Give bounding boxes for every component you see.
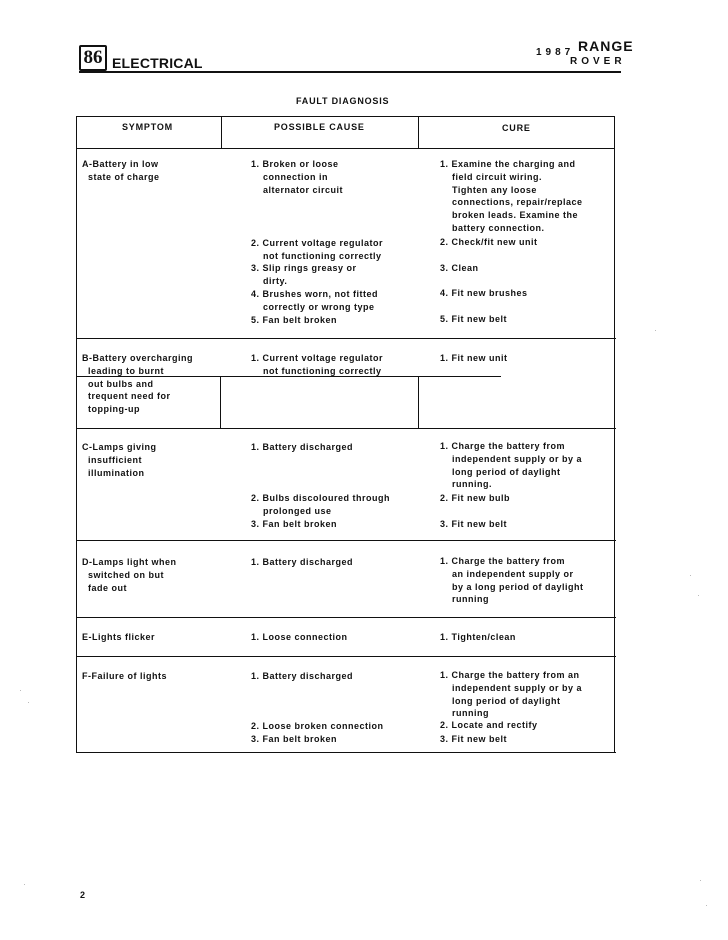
cause-a-5: 5. Fan belt broken (251, 315, 338, 325)
header-rule (79, 71, 621, 73)
cause-a-4: 4. Brushes worn, not fitted correctly or wrong type (251, 289, 379, 312)
cure-a-5: 5. Fit new belt (440, 314, 508, 324)
cause-f-2: 2. Loose broken connection (251, 721, 384, 731)
cause-c-1: 1. Battery discharged (251, 442, 354, 452)
table-bottom-rule (76, 752, 616, 753)
document-title: FAULT DIAGNOSIS (296, 96, 390, 106)
scan-speck (690, 575, 691, 576)
cure-c-2: 2. Fit new bulb (440, 493, 510, 503)
cause-a-3: 3. Slip rings greasy or dirty. (251, 263, 357, 286)
cure-e-1: 1. Tighten/clean (440, 632, 516, 642)
symptom-a: A-Battery in low state of charge (82, 159, 160, 182)
cause-c-3: 3. Fan belt broken (251, 519, 338, 529)
header-year: 1987 (536, 47, 575, 58)
row-divider (76, 338, 616, 339)
cause-c-2: 2. Bulbs discoloured through prolonged use (251, 493, 391, 516)
cure-a-3: 3. Clean (440, 263, 479, 273)
row-divider (76, 656, 616, 657)
row-divider (76, 617, 616, 618)
cause-e-1: 1. Loose connection (251, 632, 348, 642)
page-number: 2 (80, 890, 86, 900)
header-brand-range: RANGE (578, 38, 634, 54)
cause-a-1: 1. Broken or loose connection in alternator circuit (251, 159, 344, 195)
cause-f-3: 3. Fan belt broken (251, 734, 338, 744)
cure-f-3: 3. Fit new belt (440, 734, 508, 744)
cause-f-1: 1. Battery discharged (251, 671, 354, 681)
cure-a-4: 4. Fit new brushes (440, 288, 528, 298)
scan-speck (698, 595, 699, 596)
column-divider (418, 376, 419, 428)
column-divider (220, 376, 221, 428)
symptom-d: D-Lamps light when switched on but fade out (82, 557, 177, 593)
section-number-badge: 86 (79, 45, 107, 71)
column-divider (418, 117, 419, 148)
cure-f-2: 2. Locate and rectify (440, 720, 538, 730)
header-row-rule (76, 148, 614, 149)
cure-c-3: 3. Fit new belt (440, 519, 508, 529)
symptom-f: F-Failure of lights (82, 671, 167, 681)
column-header-symptom: SYMPTOM (122, 122, 173, 132)
cure-a-1: 1. Examine the charging and field circuit wiring. Tighten any loose connections, repair/replace broken leads. Examine the battery connection. (440, 159, 583, 233)
row-divider (76, 428, 616, 429)
column-header-possible-cause: POSSIBLE CAUSE (274, 122, 365, 132)
table-top-rule (76, 116, 614, 117)
symptom-e: E-Lights flicker (82, 632, 156, 642)
cause-d-1: 1. Battery discharged (251, 557, 354, 567)
section-title: ELECTRICAL (112, 55, 203, 71)
row-divider (76, 540, 616, 541)
column-header-cure: CURE (502, 123, 531, 133)
cause-b-1: 1. Current voltage regulator not functioning correctly (251, 353, 384, 376)
scan-speck (20, 690, 21, 691)
scan-speck (24, 884, 25, 885)
symptom-c: C-Lamps giving insufficient illumination (82, 442, 157, 478)
cure-c-1: 1. Charge the battery from independent supply or by a long period of daylight running. (440, 441, 583, 490)
cure-b-1: 1. Fit new unit (440, 353, 508, 363)
scan-speck (706, 905, 707, 906)
scan-speck (28, 702, 29, 703)
header-brand-rover: ROVER (570, 56, 626, 67)
scan-speck (700, 880, 701, 881)
cure-a-2: 2. Check/fit new unit (440, 237, 538, 247)
cause-a-2: 2. Current voltage regulator not functioning correctly (251, 238, 384, 261)
cure-f-1: 1. Charge the battery from an independent supply or by a long period of daylight running (440, 670, 583, 719)
cure-d-1: 1. Charge the battery from an independent supply or by a long period of daylight running (440, 556, 584, 605)
scan-speck (655, 330, 656, 331)
column-divider (221, 117, 222, 148)
symptom-b: B-Battery overcharging leading to burnt out bulbs and trequent need for topping-up (82, 353, 194, 415)
